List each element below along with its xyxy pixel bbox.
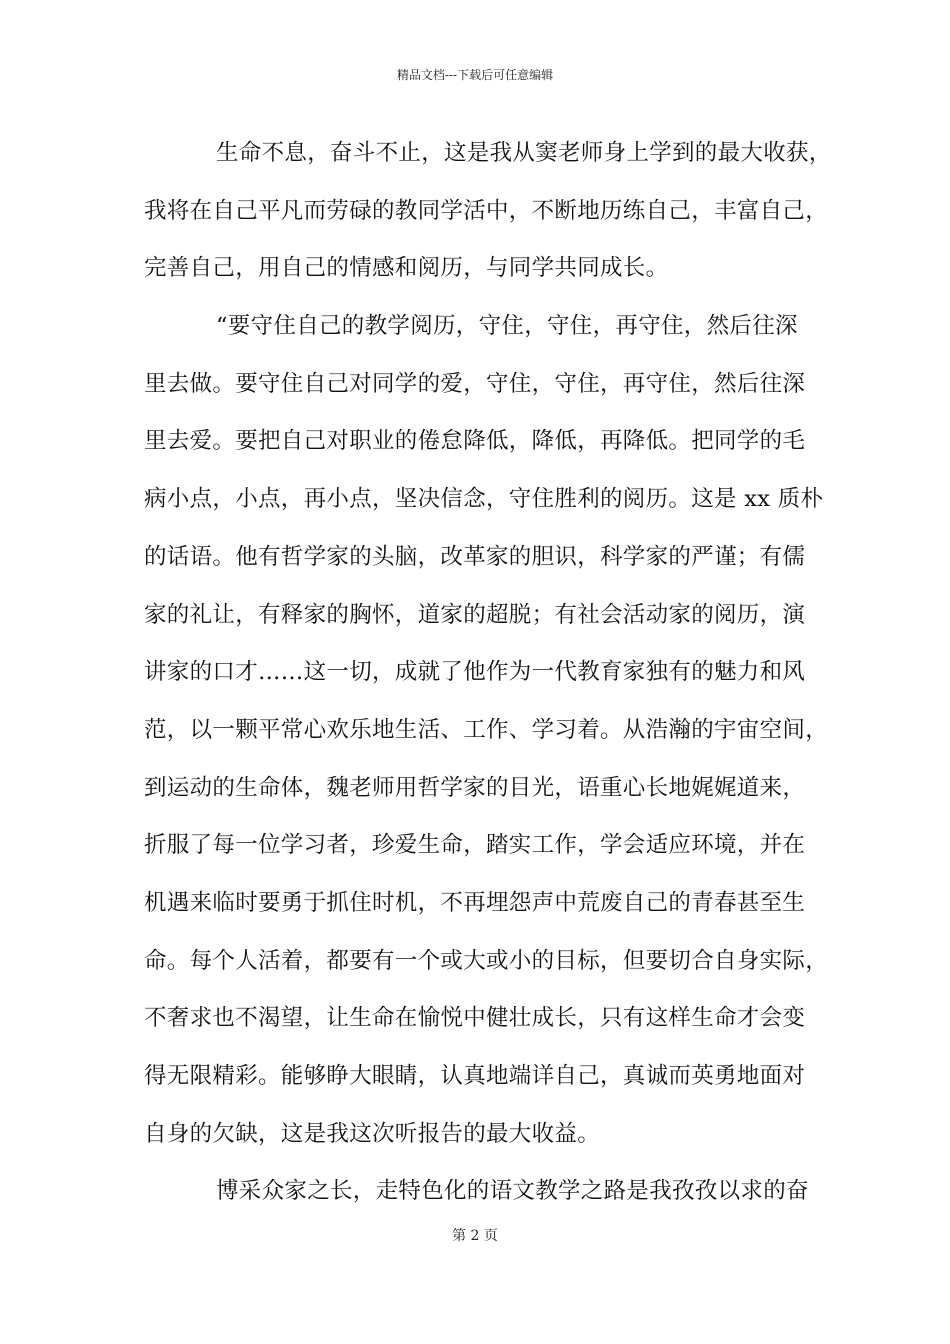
page-number: 第 2 页: [452, 1228, 498, 1244]
paragraph-line: 里去做。要守住自己对同学的爱，守住，守住，再守住，然后往深: [144, 370, 806, 397]
paragraph-line: “要守住自己的教学阅历，守住，守住，再守住，然后往深: [216, 313, 798, 340]
paragraph-line: 命。每个人活着，都要有一个或大或小的目标，但要切合自身实际，: [144, 947, 829, 974]
paragraph-line: 家的礼让，有释家的胸怀，道家的超脱；有社会活动家的阅历，演: [144, 601, 806, 628]
paragraph-line: 折服了每一位学习者，珍爱生命，踏实工作，学会适应环境，并在: [144, 832, 806, 859]
paragraph-line: 机遇来临时要勇于抓住时机，不再埋怨声中荒废自己的青春甚至生: [144, 889, 806, 916]
paragraph-line: 里去爱。要把自己对职业的倦怠降低，降低，再降低。把同学的毛: [144, 428, 806, 455]
paragraph-line: 不奢求也不渴望，让生命在愉悦中健壮成长，只有这样生命才会变: [144, 1005, 806, 1032]
paragraph-line: 自身的欠缺，这是我这次听报告的最大收益。: [144, 1120, 601, 1147]
paragraph-line: 生命不息，奋斗不止，这是我从窦老师身上学到的最大收获，: [216, 140, 832, 166]
page-header: 精品文档---下载后可任意编辑: [396, 68, 554, 82]
paragraph-line: 病小点，小点，再小点，坚决信念，守住胜利的阅历。这是 xx 质朴: [144, 486, 824, 513]
paragraph-line: 范，以一颗平常心欢乐地生活、工作、学习着。从浩瀚的宇宙空间，: [144, 716, 829, 743]
paragraph-line: 博采众家之长，走特色化的语文教学之路是我孜孜以求的奋: [216, 1178, 809, 1205]
paragraph-line: 的话语。他有哲学家的头脑，改革家的胆识，科学家的严谨；有儒: [144, 543, 806, 570]
paragraph-line: 我将在自己平凡而劳碌的教同学活中，不断地历练自己，丰富自己，: [144, 197, 829, 224]
paragraph-line: 讲家的口才……这一切，成就了他作为一代教育家独有的魅力和风: [144, 659, 806, 686]
paragraph-line: 得无限精彩。能够睁大眼睛，认真地端详自己，真诚而英勇地面对: [144, 1063, 806, 1089]
paragraph-line: 完善自己，用自己的情感和阅历，与同学共同成长。: [144, 255, 669, 282]
paragraph-line: 到运动的生命体，魏老师用哲学家的目光，语重心长地娓娓道来，: [144, 774, 806, 801]
body-text: [144, 125, 834, 1221]
